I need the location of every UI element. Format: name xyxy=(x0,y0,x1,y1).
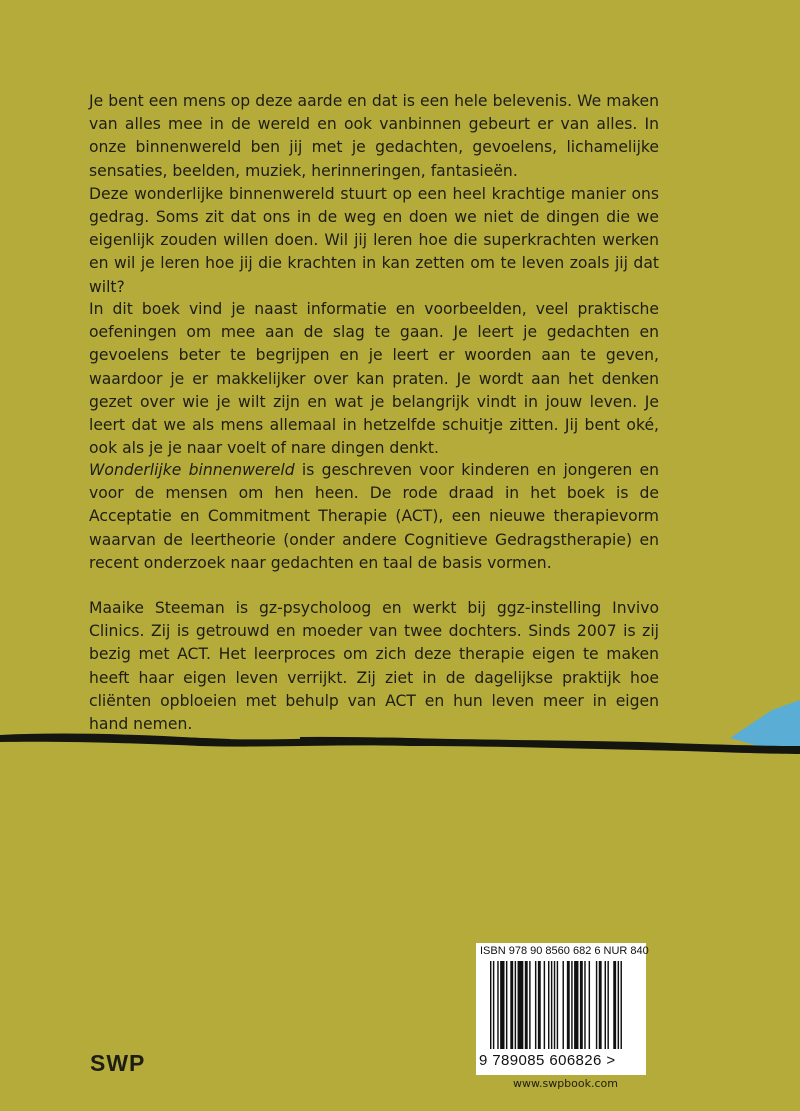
author-bio-rest: is gz-psycholoog en werkt bij ggz-instelling Invivo Clinics. Zij is getrouwd en moeder van twee dochters. Sinds 2007 is zij bezig met ACT. Het leerproces om zich deze therapie eigen te maken heeft haar eigen leven verrijkt. Zij ziet in de dagelijkse praktijk hoe cliënten opbloeien met behulp van ACT en hun leven meer in eigen hand nemen. xyxy=(89,599,659,734)
barcode-bar xyxy=(500,961,504,1049)
barcode-bar xyxy=(589,961,590,1049)
barcode-bar xyxy=(538,961,541,1049)
barcode-bar xyxy=(567,961,570,1049)
barcode-bar xyxy=(493,961,494,1049)
barcode-bar xyxy=(599,961,602,1049)
intro-text xyxy=(89,90,659,299)
book-content-text xyxy=(89,298,659,460)
barcode-bar xyxy=(551,961,552,1049)
barcode-bar xyxy=(557,961,558,1049)
book-title: Wonderlijke binnenwereld xyxy=(89,461,295,479)
publisher-logo: SWP xyxy=(90,1050,146,1076)
barcode-bar xyxy=(506,961,507,1049)
barcode-bar xyxy=(515,961,516,1049)
barcode-bar xyxy=(571,961,572,1049)
barcode-box xyxy=(476,943,649,1075)
barcode-bar xyxy=(607,961,608,1049)
blue-corner-shape xyxy=(730,700,800,752)
barcode-bar xyxy=(510,961,513,1049)
isbn-line: ISBN 978 90 8560 682 6 NUR 840 xyxy=(480,945,649,957)
book-description-rest: is geschreven voor kinderen en jongeren en voor de mensen om hen heen. De rode draad in het boek is de Acceptatie en Commitment Therapie (ACT), een nieuwe therapievorm waarvan de leertheorie (onder andere Cognitieve Gedragstherapie) en recent onderzoek naar gedachten en taal de basis vormen. xyxy=(89,461,659,572)
brush-line-divider xyxy=(0,700,800,760)
barcode-bar xyxy=(497,961,498,1049)
author-name: Maaike Steeman xyxy=(89,599,225,617)
barcode-bar xyxy=(544,961,545,1049)
paragraph-intro-2: Deze wonderlijke binnenwereld stuurt op een heel krachtige manier ons gedrag. Soms zit dat ons in de weg en doen we niet de dingen die we eigenlijk zouden willen doen. Wil jij leren hoe die superkrachten werken en wil je leren hoe jij die krachten in kan zetten om te leven zoals jij dat wilt? xyxy=(89,184,659,296)
barcode-bar xyxy=(490,961,491,1049)
barcode-bar xyxy=(605,961,606,1049)
paragraph-intro-1: Je bent een mens op deze aarde en dat is een hele belevenis. We maken van alles mee in de wereld en ook vanbinnen gebeurt er van alles. In onze binnenwereld ben jij met je gedachten, gevoelens, lichamelijke sensaties, beelden, muziek, herinneringen, fantasieën. xyxy=(89,92,659,180)
barcode-bar xyxy=(535,961,536,1049)
barcode-bar xyxy=(596,961,597,1049)
barcode-bar xyxy=(574,961,578,1049)
barcode-bar xyxy=(554,961,555,1049)
barcode-bars xyxy=(490,961,632,1049)
barcode-bar xyxy=(548,961,549,1049)
barcode-bar xyxy=(518,961,524,1049)
publisher-website: www.swpbook.com xyxy=(513,1077,618,1090)
barcode-bar xyxy=(618,961,619,1049)
paragraph-book-description xyxy=(89,459,659,575)
barcode-bar xyxy=(580,961,583,1049)
barcode-bar xyxy=(525,961,528,1049)
barcode-bar xyxy=(529,961,530,1049)
barcode-bar xyxy=(621,961,622,1049)
ean-digits: 9 789085 606826 > xyxy=(479,1052,616,1069)
paragraph-book-content: In dit boek vind je naast informatie en voorbeelden, veel praktische oefeningen om mee aan de slag te gaan. Je leert je gedachten en gevoelens beter te begrijpen en je leert er woorden aan te geven, waardoor je er makkelijker over kan praten. Je wordt aan het denken gezet over wie je wilt zijn en wat je belangrijk vindt in jouw leven. Je leert dat we als mens allemaal in hetzelfde schuitje zitten. Jij bent oké, ook als je je naar voelt of nare dingen denkt. xyxy=(89,300,659,458)
book-description-text xyxy=(89,459,659,575)
barcode-bar xyxy=(563,961,564,1049)
barcode-bar xyxy=(584,961,585,1049)
barcode-bar xyxy=(613,961,616,1049)
